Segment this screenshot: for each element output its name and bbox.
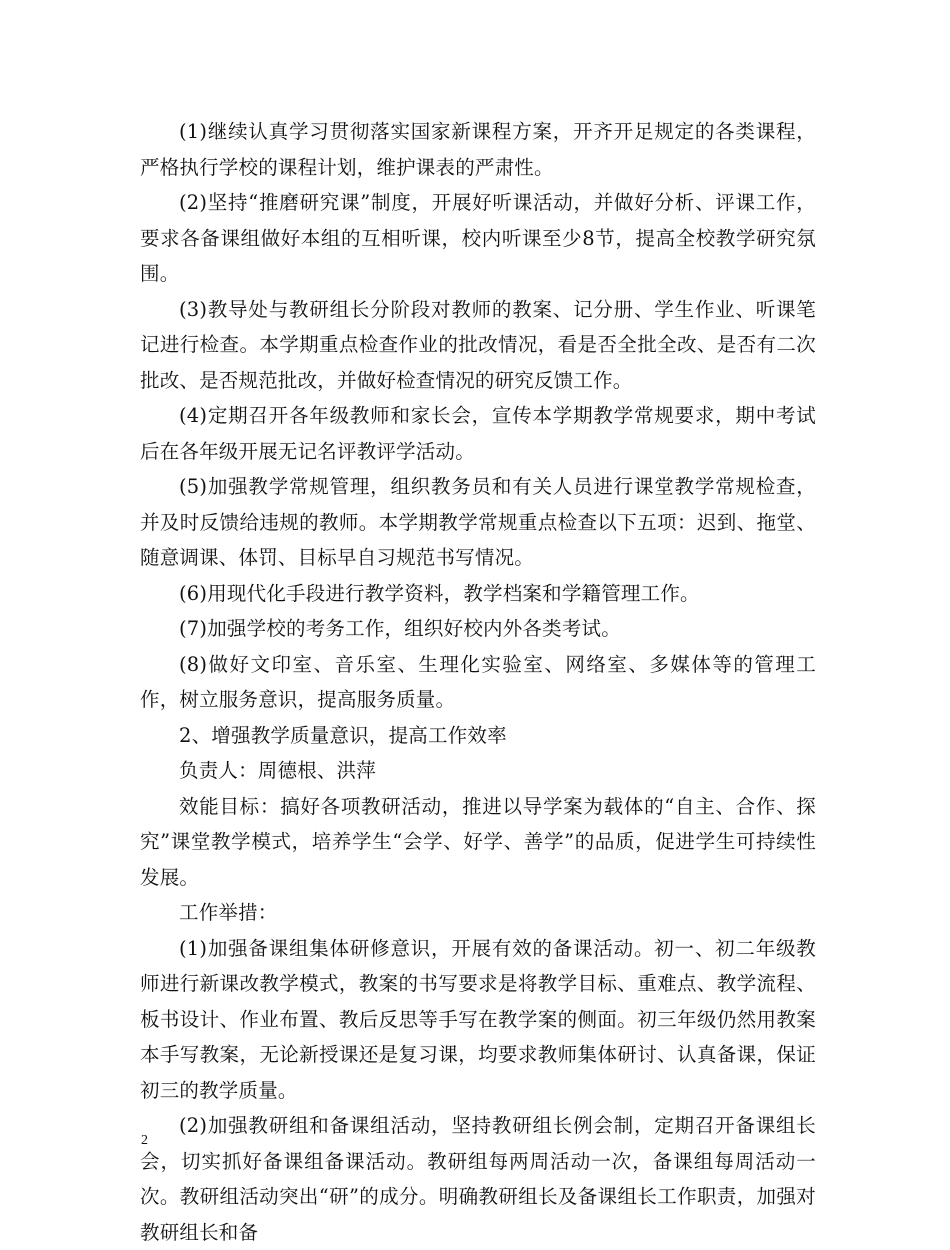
paragraph-item-6: (6)用现代化手段进行教学资料，教学档案和学籍管理工作。 <box>179 581 700 605</box>
paragraph-item-7: (7)加强学校的考务工作，组织好校内外各类考试。 <box>179 617 621 640</box>
measure-item-2: (2)加强教研组和备课组活动，坚持教研组长例会制，定期召开备课组长会，切实抓好备课组备课活动。教研组每两周活动一次，备课组每周活动一次。教研组活动突出“研”的成分。明确教研组长及备课组长工作职责，加强对教研组长和备 <box>140 1114 816 1244</box>
paragraph-item-4: (4)定期召开各年级教师和家长会，宣传本学期教学常规要求，期中考试后在各年级开展无记名评教评学活动。 <box>140 404 816 463</box>
paragraph-item-3: (3)教导处与教研组长分阶段对教师的教案、记分册、学生作业、听课笔记进行检查。本学期重点检查作业的批改情况，看是否全批全改、是否有二次批改、是否规范批改，并做好检查情况的研究反馈工作。 <box>140 297 816 392</box>
work-measures-heading: 工作举措： <box>179 901 278 924</box>
paragraph-item-1: (1)继续认真学习贯彻落实国家新课程方案，开齐开足规定的各类课程，严格执行学校的课程计划，维护课表的严肃性。 <box>140 120 816 179</box>
paragraph-item-5: (5)加强教学常规管理，组织教务员和有关人员进行课堂教学常规检查，并及时反馈给违规的教师。本学期教学常规重点检查以下五项：迟到、拖堂、随意调课、体罚、目标早自习规范书写情况。 <box>140 475 816 569</box>
page-number: 2 <box>141 1133 148 1148</box>
responsible-persons: 负责人：周德根、洪萍 <box>179 759 377 782</box>
document-body <box>140 114 816 1250</box>
paragraph-item-8: (8)做好文印室、音乐室、生理化实验室、网络室、多媒体等的管理工作，树立服务意识，提高服务质量。 <box>140 652 816 711</box>
efficiency-goal: 效能目标：搞好各项教研活动，推进以导学案为载体的“自主、合作、探究”课堂教学模式，培养学生“会学、好学、善学”的品质，促进学生可持续性发展。 <box>140 794 816 889</box>
section-heading: 2、增强教学质量意识，提高工作效率 <box>179 723 507 747</box>
paragraph-item-2: (2)坚持“推磨研究课”制度，开展好听课活动，并做好分析、评课工作，要求各备课组做好本组的互相听课，校内听课至少8节，提高全校教学研究氛围。 <box>140 191 816 285</box>
measure-item-1: (1)加强备课组集体研修意识，开展有效的备课活动。初一、初二年级教师进行新课改教学模式，教案的书写要求是将教学目标、重难点、教学流程、板书设计、作业布置、教后反思等手写在教学案的侧面。初三年级仍然用教案本手写教案，无论新授课还是复习课，均要求教师集体研讨、认真备课，保证初三的教学质量。 <box>140 936 816 1102</box>
